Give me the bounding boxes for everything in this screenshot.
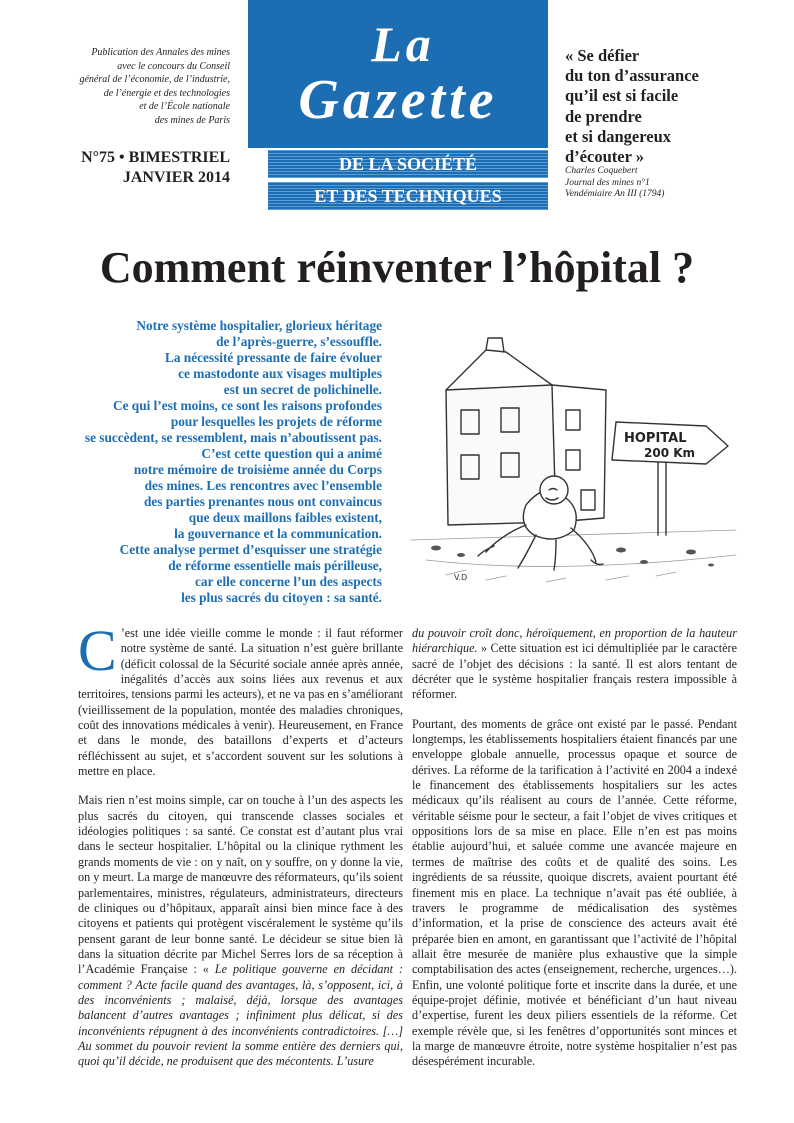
body-column-1 — [78, 618, 403, 1084]
ground-debris — [431, 546, 714, 567]
publisher-line: général de l’économie, de l’industrie, — [79, 74, 230, 86]
body-paragraph — [78, 793, 403, 1069]
quote-line: et si dangereux — [565, 126, 672, 146]
quote-line: d’écouter » — [565, 147, 644, 167]
lead-line: la gouvernance et la communication. — [174, 526, 382, 541]
body-text: » Cette situation est ici démultipliée par le caractère sacré de l’objet des décisions : la santé. Il est alors tentant de décréter que le système hospitalier français restera impossible à réformer. — [412, 641, 737, 702]
masthead-band-line1: DE LA SOCIÉTÉ — [268, 150, 548, 178]
quote-line: de prendre — [565, 106, 642, 126]
lead-line: les plus sacrés du citoyen : sa santé. — [181, 590, 382, 605]
publisher-line: de l’énergie et des technologies — [103, 87, 230, 99]
lead-line: des mines. Les rencontres avec l’ensemble — [144, 478, 382, 493]
body-paragraph — [78, 618, 403, 779]
publisher-line: Publication des Annales des mines — [91, 47, 230, 58]
lead-line: de réforme essentielle mais périlleuse, — [168, 558, 382, 573]
lead-line: est un secret de polichinelle. — [223, 382, 382, 397]
lead-line: C’est cette question qui a animé — [201, 446, 382, 461]
lead-line: Cette analyse permet d’esquisser une stratégie — [119, 542, 382, 557]
body-column-2 — [412, 626, 737, 1084]
lead-line: que deux maillons faibles existent, — [188, 510, 382, 525]
publisher-line: avec le concours du Conseil — [117, 60, 230, 72]
serres-quote: Le politique gouverne en décidant : comment ? Acte facile quand des avantages, là, s’opposent, ici, à des inconvénients ; malaisé, déjà, lorsque des avantages balancent d’autres avantages ; infiniment plus délicat, si des inconvénients répugnent à des inconvénients contradictoires. […] Au sommet du pouvoir revient la somme entière des derniers qui, quoi qu’il décide, ne produisent que des mécontents. L’usure — [78, 962, 403, 1069]
sign-text-hopital: HOPITAL — [624, 431, 687, 446]
quote-line: qu’il est si facile — [565, 86, 679, 106]
lead-paragraph — [40, 318, 382, 606]
lead-line: notre mémoire de troisième année du Corps — [133, 462, 382, 477]
quote-line: « Se défier — [565, 46, 640, 65]
quote-source — [565, 166, 765, 201]
lead-line: Ce qui l’est moins, ce sont les raisons profondes — [112, 398, 382, 413]
body-text: ’est une idée vieille comme le monde : il faut réformer notre système de santé. La situation n’est guère brillante (déficit colossal de la Sécurité sociale année après année, inégalités d’accès aux soins liées aux revenus et aux territoires, tensions parmi les acteurs), et ne va pas en s’améliorant (vieillissement de la population, montée des maladies chroniques, coût des innovations médicales à venir). Heureusement, en France et dans le monde, des bataillons d’experts et d’acteurs réfléchissent au sujet, et s’accordent souvent sur les solutions à mettre en place. — [78, 626, 403, 779]
lead-line: La nécessité pressante de faire évoluer — [164, 350, 382, 365]
headline: Comment réinventer l’hôpital ? — [99, 243, 695, 292]
body-text: Pourtant, des moments de grâce ont existé par le passé. Pendant longtemps, les établissements hospitaliers étaient financés par une enveloppe globale annuelle, processus opaque et source de dérives. La réforme de la tarification à l’activité en 2004 a indexé le financement des établissements hospitaliers sur les actes médicaux qu’ils réalisent au cours de l’année. Cette réforme, véritable séisme pour le secteur, a fait l’objet de vives critiques et oppositions lors de sa mise en place. Elle n’en est pas moins établie aujourd’hui, et saluée comme une avancée majeure en termes de maîtrise des coûts et de qualité des soins. Les ingrédients de sa réussite, quoique discrets, avaient pourtant été finement mis en place. La technique n’avait pas été oubliée, à travers le programme de médicalisation des systèmes d’information, et la prise de conscience des acteurs avait été préparée bien en amont, en garantissant que l’activité de l’hôpital allait être mesurée de manière plus exhaustive que la simple comptabilisation des actes (enseignement, recherche, urgences…). Enfin, une volonté politique forte et inscrite dans la durée, et une équipe-projet définie, motivée et bénéficiant d’un haut niveau d’expertise, furent les deux piliers essentiels de la réforme. Cet exemple révèle que, si les fenêtres d’opportunités sont minces et la marge de manœuvre étroite, notre système hospitalier n’est pas désespérément incurable. — [412, 716, 737, 1069]
body-paragraph — [412, 626, 737, 703]
hospital-cartoon-illustration — [406, 330, 746, 592]
lead-line: des parties prenantes nous ont convaincus — [143, 494, 382, 509]
body-text: Mais rien n’est moins simple, car on touche à l’un des aspects les plus sacrés du citoyen, qui transcende classes sociales et idéologies politiques : sa santé. Ce constat est d’autant plus vrai dans le secteur hospitalier. L’hôpital ou la clinique rythment les grands moments de vie : on y naît, on y souffre, on y donne la vie, on y meurt. La marge de manœuvre des réformateurs, qu’ils soient parlementaires, ministres, régulateurs, administrateurs, directeurs de cliniques ou d’hôpitaux, apparaît ainsi bien mince face à des citoyens et patients qui protègent viscéralement le système qu’ils pensent garant de leur bonne santé. Le décideur se situe bien là dans la situation décrite par Michel Serres lors de sa réception à l’Académie Française : « — [78, 793, 403, 977]
serres-quote-continued: du pouvoir croît donc, héroïquement, en proportion de la hauteur hiérarchique. — [412, 626, 737, 656]
masthead-la: La — [371, 16, 435, 72]
publisher-line: et de l’École nationale — [139, 101, 230, 113]
lead-line: se succèdent, se ressemblent, mais n’aboutissent pas. — [84, 430, 382, 445]
issue-number: N°75 • BIMESTRIEL — [81, 149, 230, 166]
quote-source-line: Journal des mines n°1 — [565, 177, 650, 188]
sign-text-distance: 200 Km — [644, 446, 696, 460]
quote-source-line: Vendémiaire An III (1794) — [565, 189, 665, 200]
quote-line: du ton d’assurance — [565, 66, 699, 86]
quote-source-line: Charles Coquebert — [565, 166, 638, 176]
epigraph-quote — [565, 46, 765, 167]
building-drawing — [446, 338, 606, 525]
issue-date: JANVIER 2014 — [122, 169, 230, 186]
lead-line: pour lesquelles les projets de réforme — [170, 414, 382, 429]
body-paragraph — [412, 717, 737, 1070]
drop-cap: C — [78, 618, 117, 683]
lead-line: car elle concerne l’un des aspects — [195, 574, 382, 589]
lead-line: de l’après-guerre, s’essouffle. — [216, 334, 382, 349]
masthead — [248, 0, 548, 148]
lead-line: Notre système hospitalier, glorieux héritage — [136, 318, 382, 333]
illustration-signature: V.D — [454, 573, 468, 582]
publisher-info — [40, 46, 230, 128]
masthead-gazette: Gazette — [298, 69, 498, 131]
issue-info — [40, 148, 230, 188]
publisher-line: des mines de Paris — [154, 114, 230, 126]
lead-line: ce mastodonte aux visages multiples — [178, 366, 382, 381]
masthead-band-line2: ET DES TECHNIQUES — [268, 182, 548, 210]
